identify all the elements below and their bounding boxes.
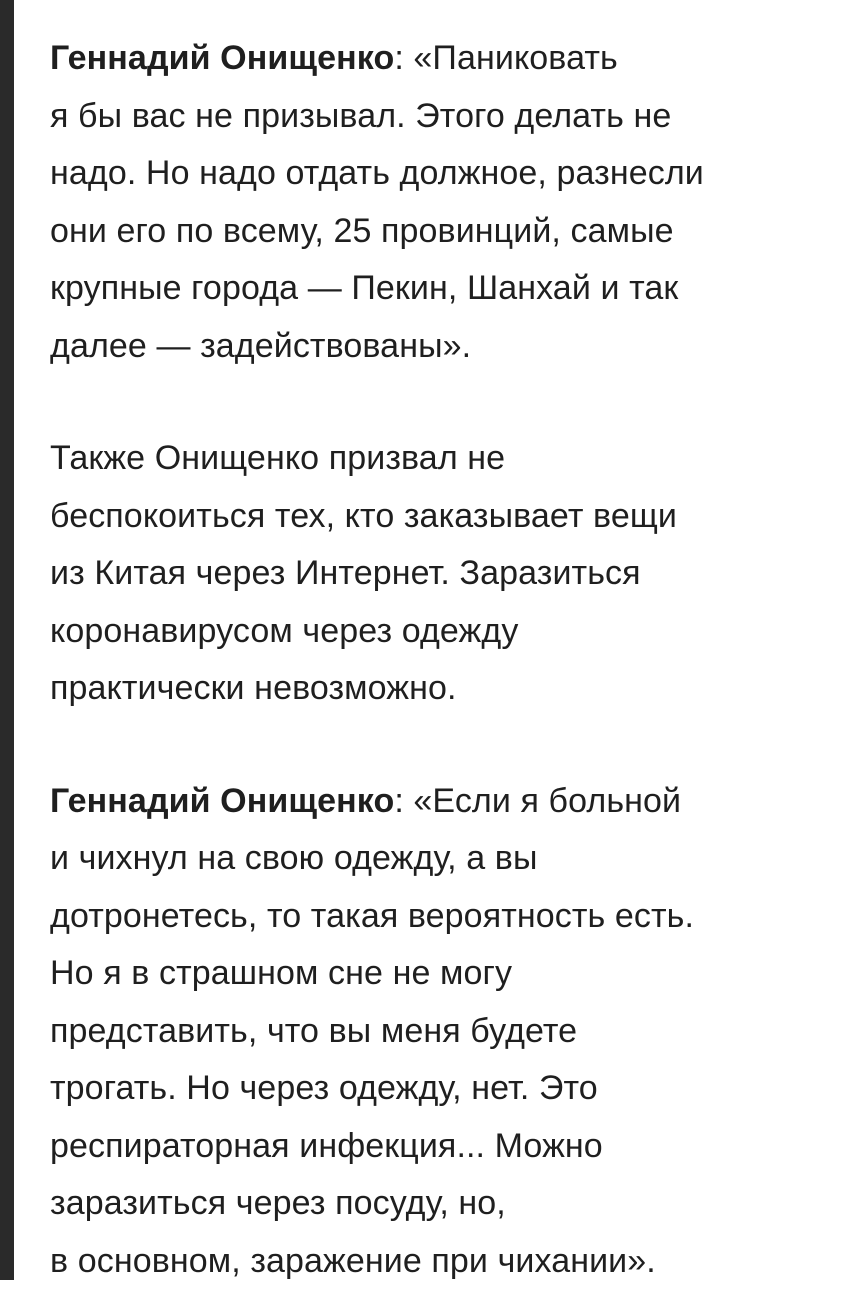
text-line: я бы вас не призывал. Этого делать не — [50, 88, 840, 146]
text-fragment: «Если я больной — [413, 782, 681, 820]
speaker-colon: : — [394, 39, 413, 77]
text-line: надо. Но надо отдать должное, разнесли — [50, 145, 840, 203]
text-fragment: «Паниковать — [413, 39, 617, 77]
text-line: респираторная инфекция... Можно — [50, 1118, 840, 1176]
text-line: Также Онищенко призвал не — [50, 430, 840, 488]
text-line: крупные города — Пекин, Шанхай и так — [50, 260, 840, 318]
quote-paragraph-2 — [50, 773, 840, 1290]
text-line: и чихнул на свою одежду, а вы — [50, 830, 840, 888]
narrative-paragraph — [50, 430, 840, 718]
text-line — [50, 30, 840, 88]
speaker-name: Геннадий Онищенко — [50, 39, 394, 77]
text-line: трогать. Но через одежду, нет. Это — [50, 1060, 840, 1118]
text-line: из Китая через Интернет. Заразиться — [50, 545, 840, 603]
text-line: они его по всему, 25 провинций, самые — [50, 203, 840, 261]
left-edge-bar — [0, 0, 14, 1280]
quote-paragraph-1 — [50, 30, 840, 375]
text-line: практически невозможно. — [50, 660, 840, 718]
text-line: в основном, заражение при чихании». — [50, 1233, 840, 1290]
text-line: беспокоиться тех, кто заказывает вещи — [50, 488, 840, 546]
speaker-name: Геннадий Онищенко — [50, 782, 394, 820]
text-line: заразиться через посуду, но, — [50, 1175, 840, 1233]
text-line: коронавирусом через одежду — [50, 603, 840, 661]
text-line: далее — задействованы». — [50, 318, 840, 376]
text-line: дотронетесь, то такая вероятность есть. — [50, 888, 840, 946]
text-line: представить, что вы меня будете — [50, 1003, 840, 1061]
text-line — [50, 773, 840, 831]
article-body — [50, 30, 840, 1290]
speaker-colon: : — [394, 782, 413, 820]
text-line: Но я в страшном сне не могу — [50, 945, 840, 1003]
